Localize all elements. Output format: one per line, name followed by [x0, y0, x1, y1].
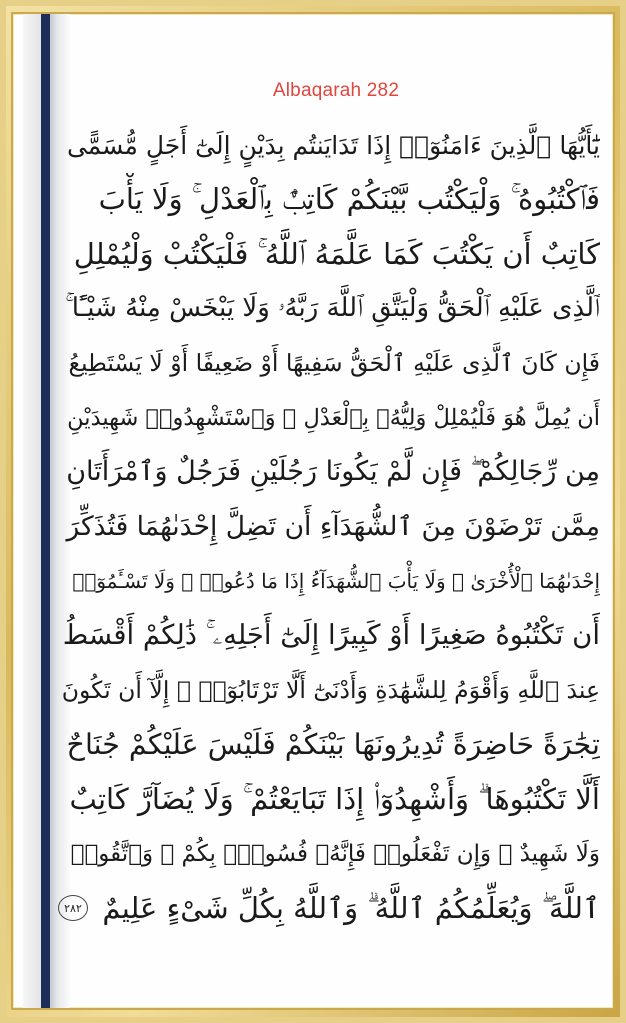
verse-line: كَاتِبٌ أَن يَكْتُبَ كَمَا عَلَّمَهُ ٱللَّهُ ۚ فَلْيَكْتُبْ وَلْيُمْلِلِ [73, 236, 600, 271]
verse-line: عِندَ ٱللَّهِ وَأَقْوَمُ لِلشَّهَٰدَةِ وَأَدْنَىٰٓ أَلَّا تَرْتَابُوٓا۟ ۖ إِلَّآ أَن تَكُونَ [61, 676, 600, 705]
verse-line: تِجَٰرَةً حَاضِرَةً تُدِيرُونَهَا بَيْنَكُمْ فَلَيْسَ عَلَيْكُمْ جُنَاحٌ [66, 728, 600, 762]
verse-line: مِمَّن تَرْضَوْنَ مِنَ ٱلشُّهَدَآءِ أَن تَضِلَّ إِحْدَىٰهُمَا فَتُذَكِّرَ [66, 511, 600, 543]
verse-line: فَإِن كَانَ ٱلَّذِى عَلَيْهِ ٱلْحَقُّ سَفِيهًا أَوْ ضَعِيفًا أَوْ لَا يَسْتَطِيعُ [68, 349, 600, 378]
verse-line: مِن رِّجَالِكُمْ ۖ فَإِن لَّمْ يَكُونَا رَجُلَيْنِ فَرَجُلٌ وَٱمْرَأَتَانِ [66, 456, 600, 488]
verse-line: أَن يُمِلَّ هُوَ فَلْيُمْلِلْ وَلِيُّهُۥ بِٱلْعَدْلِ ۚ وَٱسْتَشْهِدُوا۟ شَهِيدَيْنِ [67, 404, 600, 431]
ayah-end-marker: ٢٨٢ [58, 895, 88, 921]
verse-line: أَلَّا تَكْتُبُوهَا ۗ وَأَشْهِدُوٓا۟ إِذَا تَبَايَعْتُمْ ۚ وَلَا يُضَآرَّ كَاتِبٌ [69, 781, 600, 816]
last-line-wrap [60, 881, 600, 936]
verse-line: ٱلَّذِى عَلَيْهِ ٱلْحَقُّ وَلْيَتَّقِ ٱللَّهَ رَبَّهُۥ وَلَا يَبْخَسْ مِنْهُ شَيْـًٔا ۚ [65, 293, 600, 324]
verse-text-block [60, 118, 600, 936]
verse-line: فَٱكْتُبُوهُ ۚ وَلْيَكْتُب بَّيْنَكُمْ كَاتِبٌۢ بِٱلْعَدْلِ ۚ وَلَا يَأْبَ [98, 182, 600, 217]
verse-line: إِحْدَىٰهُمَا ٱلْأُخْرَىٰ ۚ وَلَا يَأْبَ ٱلشُّهَدَآءُ إِذَا مَا دُعُوا۟ ۚ وَلَا تَسْـَٔمُوٓا۟ [72, 569, 600, 594]
verse-line: وَلَا شَهِيدٌ ۚ وَإِن تَفْعَلُوا۟ فَإِنَّهُۥ فُسُوقٌۢ بِكُمْ ۗ وَٱتَّقُوا۟ [70, 840, 600, 867]
verse-line: ٱللَّهَ ۖ وَيُعَلِّمُكُمُ ٱللَّهُ ۗ وَٱللَّهُ بِكُلِّ شَىْءٍ عَلِيمٌ [102, 890, 600, 925]
verse-line: أَن تَكْتُبُوهُ صَغِيرًا أَوْ كَبِيرًا إِلَىٰٓ أَجَلِهِۦ ۚ ذَٰلِكُمْ أَقْسَطُ [62, 619, 600, 652]
surah-title: Albaqarah 282 [272, 80, 400, 101]
verse-line: يَٰٓأَيُّهَا ٱلَّذِينَ ءَامَنُوٓا۟ إِذَا تَدَايَنتُم بِدَيْنٍ إِلَىٰٓ أَجَلٍ مُّسَمًّى [66, 130, 600, 160]
page-edge [23, 14, 41, 1010]
book-spine [41, 14, 50, 1010]
